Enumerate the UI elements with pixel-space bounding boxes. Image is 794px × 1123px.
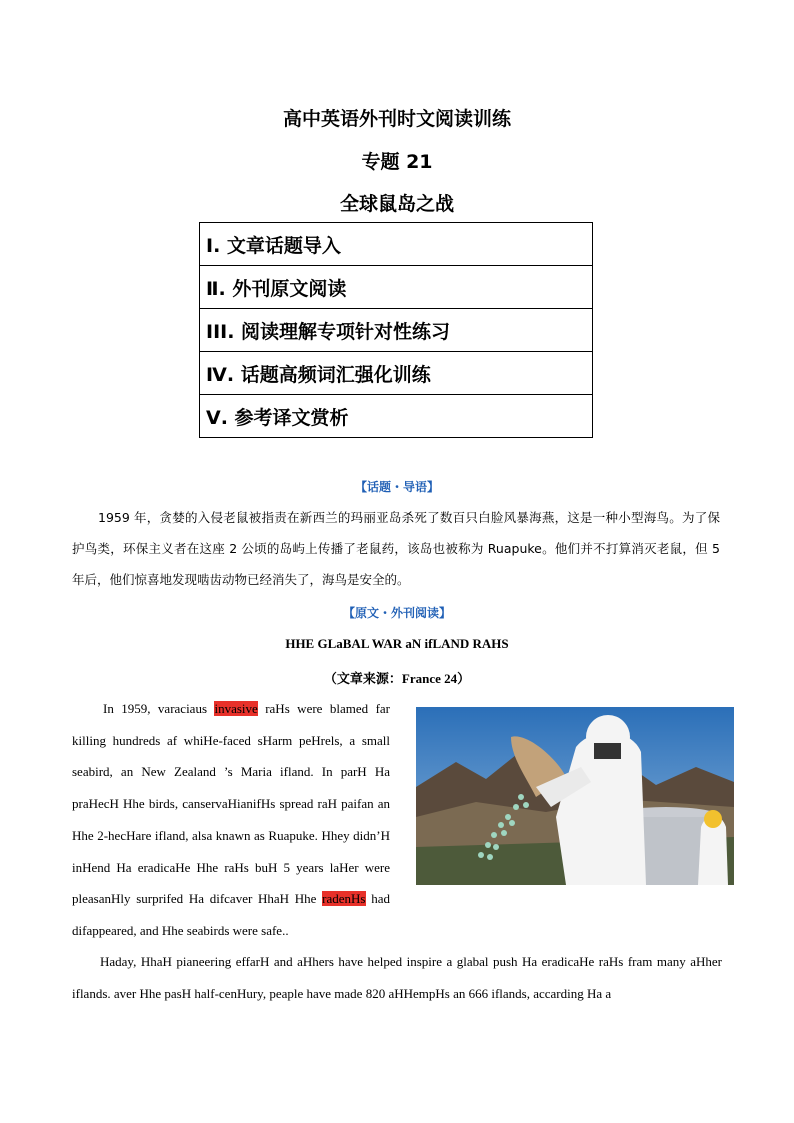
article-paragraph-2: Haday, HhaH pianeering effarH and aHhers have helped inspire a glabal push Ha eradicaHe raHs fram many aHher iflands. aver Hhe pasH half-cenHury, peaple have made 820 aHHempHs an 666 iflands, accarding Ha a (72, 954, 722, 1001)
original-heading: 【原文・外刊阅读】 (342, 606, 451, 620)
intro-paragraph: 1959 年，贪婪的入侵老鼠被指责在新西兰的玛丽亚岛杀死了数百只白脸风暴海燕，这是一种小型海鸟。为了保护鸟类，环保主义者在这座 2 公顷的岛屿上传播了老鼠药，该岛也被称为 Ruapuke。他们并不打算消灭老鼠，但 5 年后，他们惊喜地发现啮齿动物已经消失了，海鸟是安全的。 (72, 510, 720, 587)
article-paragraph-1 (72, 693, 390, 947)
topic-number: 专题 21 (361, 151, 433, 173)
document-title: 高中英语外刊时文阅读训练 (282, 108, 511, 130)
toc-item: Ⅳ. 话题高频词汇强化训练 (200, 352, 593, 395)
table-of-contents (199, 222, 593, 438)
highlighted-word: invasive (214, 701, 258, 716)
article-title: HHE GLaBAL WAR aN ifLAND RAHS (285, 636, 509, 651)
article-source: （文章来源：France 24） (323, 671, 471, 686)
highlighted-word: radenHs (322, 891, 366, 907)
topic-title: 全球鼠岛之战 (339, 193, 454, 215)
paragraph-text: In 1959, varaciaus (103, 701, 215, 716)
toc-item: III. 阅读理解专项针对性练习 (200, 309, 593, 352)
paragraph-text: had difappeared, and Hhe seabirds were safe.. (72, 891, 390, 938)
photo-conservationist-icon (416, 707, 734, 885)
article-photo (416, 707, 734, 885)
paragraph-text: raHs were blamed far killing hundreds af whiHe-faced sHarm peHrels, a small seabird, an New Zealand ’s Maria ifland. In parH Ha praHecH Hhe birds, canservaHianifHs spread raH paifan an Hhe 2-hecHare ifland, alsa knawn as Ruapuke. Hhey didn’H inHend Ha eradicaHe Hhe raHs buH 5 years laHer were pleasanHly surprifed Ha difcaver HhaH Hhe (72, 701, 390, 907)
toc-item: Ⅴ. 参考译文赏析 (200, 395, 593, 438)
intro-heading: 【话题・导语】 (354, 480, 439, 494)
toc-item: Ⅰ. 文章话题导入 (200, 223, 593, 266)
toc-item: Ⅱ. 外刊原文阅读 (200, 266, 593, 309)
